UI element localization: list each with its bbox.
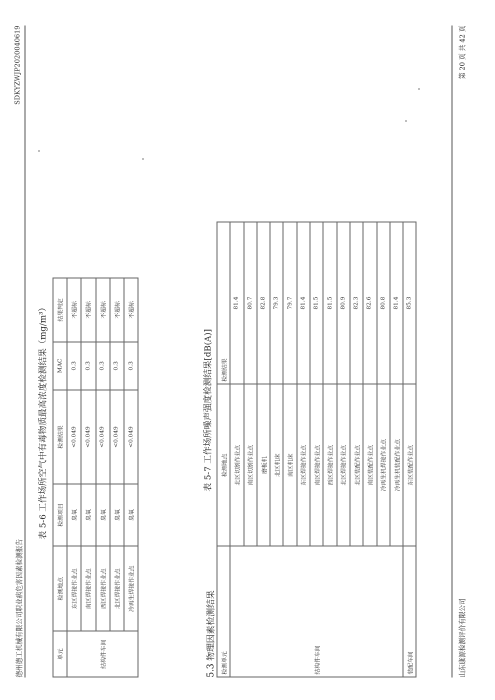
result-cell: 80.7 <box>244 222 257 384</box>
result-cell: <0.049 <box>67 390 81 484</box>
result-cell: <0.049 <box>81 390 95 484</box>
location-cell: 磨板机 <box>257 384 270 546</box>
item-cell: 臭氧 <box>96 484 110 546</box>
col-unit: 单元 <box>53 631 67 677</box>
rotated-page <box>1 0 495 700</box>
location-cell: 南区切割作业点 <box>244 384 257 546</box>
result-cell: 82.8 <box>257 222 270 384</box>
col-location: 检测地点 <box>217 384 230 546</box>
table-row <box>81 278 95 677</box>
judgement-cell: 不超标 <box>110 278 124 342</box>
location-cell: 南区机床 <box>283 384 296 546</box>
table-row <box>110 278 124 677</box>
section-title: 5.3 物理因素检测结果 <box>206 590 217 678</box>
item-cell: 臭氧 <box>67 484 81 546</box>
col-result: 检测结果 <box>217 222 230 384</box>
location-cell: 东区焊接作业点 <box>67 546 81 632</box>
location-cell: 北区焊接作业点 <box>110 546 124 632</box>
page-number: 第 20 页 共 42 页 <box>458 25 467 80</box>
result-cell: <0.049 <box>110 390 124 484</box>
col-location: 检测地点 <box>53 546 67 632</box>
result-cell: 81.4 <box>230 222 243 384</box>
col-judgement: 结果判定 <box>53 278 67 342</box>
result-cell: <0.049 <box>124 390 138 484</box>
header-rule <box>25 26 26 678</box>
result-cell: 81.4 <box>390 222 403 384</box>
col-unit: 检测单元 <box>217 546 230 677</box>
location-cell: 北区装配作业点 <box>350 384 363 546</box>
location-cell: 南区焊接作业点 <box>310 384 323 546</box>
table-row <box>403 222 416 677</box>
col-mac: MAC <box>53 342 67 390</box>
location-cell: 南区焊接作业点 <box>81 546 95 632</box>
result-cell: 82.3 <box>350 222 363 384</box>
location-cell: 冷再生焊接作业点 <box>124 546 138 632</box>
judgement-cell: 不超标 <box>81 278 95 342</box>
item-cell: 臭氧 <box>81 484 95 546</box>
table-header-row <box>53 278 67 677</box>
footer-rule <box>452 26 453 678</box>
result-cell: 81.4 <box>297 222 310 384</box>
item-cell: 臭氧 <box>110 484 124 546</box>
judgement-cell: 不超标 <box>67 278 81 342</box>
location-cell: 西区焊接作业点 <box>96 546 110 632</box>
table-5-7-caption: 表 5-7 工作场所噪声强度检测结果[dB(A)] <box>203 329 214 492</box>
mac-cell: 0.3 <box>67 342 81 390</box>
result-cell: <0.049 <box>96 390 110 484</box>
col-result: 检测结果 <box>53 390 67 484</box>
mac-cell: 0.3 <box>81 342 95 390</box>
toxic-substance-table <box>53 278 139 678</box>
report-header-company: 德州德工机械有限公司职业病危害因素检测报告 <box>15 539 24 678</box>
col-item: 检测项目 <box>53 484 67 546</box>
table-row <box>67 278 81 677</box>
unit-cell: 结构件车间 <box>67 631 138 677</box>
judgement-cell: 不超标 <box>96 278 110 342</box>
location-cell: 冷再生机焊接作业点 <box>377 384 390 546</box>
result-cell: 79.3 <box>270 222 283 384</box>
unit-cell: 结构件车间 <box>230 546 403 677</box>
table-header-row <box>217 222 230 677</box>
location-cell: 西区焊接作业点 <box>323 384 336 546</box>
location-cell: 南区装配作业点 <box>363 384 376 546</box>
mac-cell: 0.3 <box>124 342 138 390</box>
table-row <box>230 222 243 677</box>
result-cell: 79.7 <box>283 222 296 384</box>
table-row <box>96 278 110 677</box>
noise-table <box>217 222 417 678</box>
result-cell: 80.8 <box>377 222 390 384</box>
result-cell: 80.9 <box>337 222 350 384</box>
unit-cell: 装配车间 <box>403 546 416 677</box>
location-cell: 北区切割作业点 <box>230 384 243 546</box>
mac-cell: 0.3 <box>96 342 110 390</box>
result-cell: 81.5 <box>323 222 336 384</box>
location-cell: 东区装配作业点 <box>403 384 416 546</box>
location-cell: 冷再生机装配作业点 <box>390 384 403 546</box>
table-row <box>124 278 138 677</box>
result-cell: 85.3 <box>403 222 416 384</box>
result-cell: 81.5 <box>310 222 323 384</box>
item-cell: 臭氧 <box>124 484 138 546</box>
mac-cell: 0.3 <box>110 342 124 390</box>
location-cell: 北区机床 <box>270 384 283 546</box>
table-5-6-caption: 表 5-6 工作场所空气中有毒物质最高浓度检测结果（mg/m³） <box>38 302 49 540</box>
location-cell: 北区焊接作业点 <box>337 384 350 546</box>
judgement-cell: 不超标 <box>124 278 138 342</box>
location-cell: 东区焊接作业点 <box>297 384 310 546</box>
result-cell: 82.6 <box>363 222 376 384</box>
footer-org: 山东康源检测评价有限公司 <box>458 598 467 678</box>
report-number: SDKYZWJP2020040619 <box>13 25 22 105</box>
